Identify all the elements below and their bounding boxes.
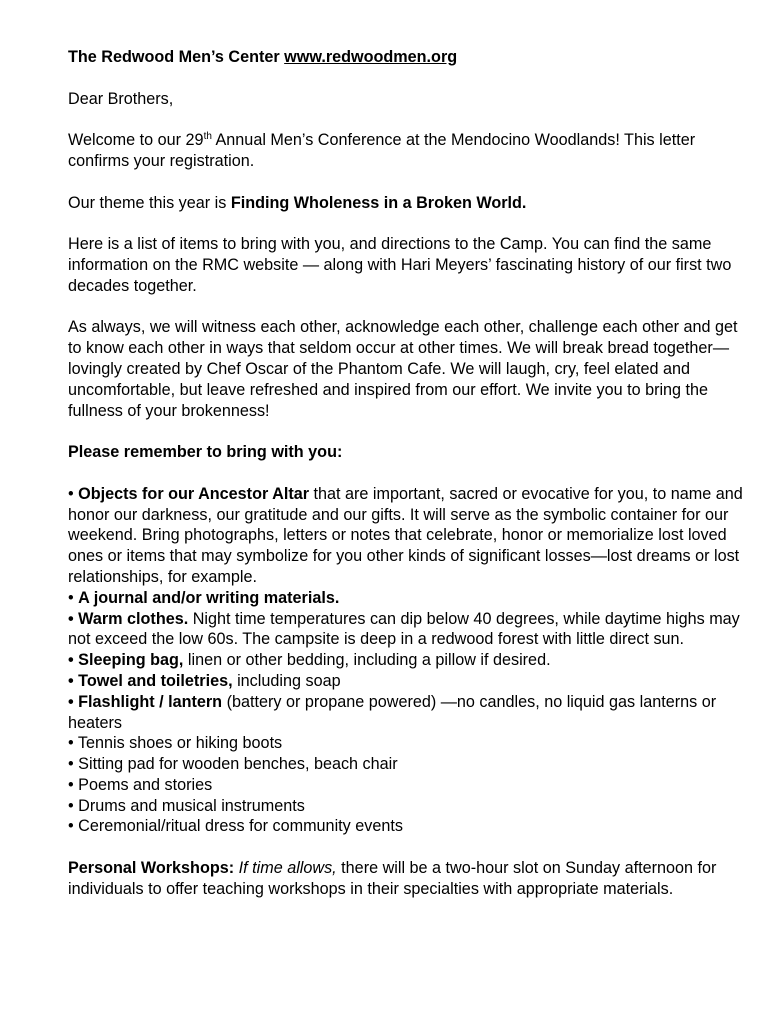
list-item (68, 816, 748, 837)
list-item (68, 692, 748, 734)
list-item (68, 796, 748, 817)
item-text: Night time temperatures can dip below 40 degrees, while daytime highs may not exceed the low 60s. The campsite is deep in a redwood forest with little direct sun. (68, 609, 740, 649)
ordinal-suffix: th (203, 131, 212, 143)
list-item (68, 671, 748, 692)
item-text: Poems and stories (78, 775, 213, 794)
item-text: that are important, sacred or evocative for you, to name and honor our darkness, our gratitude and our gifts. It will serve as the symbolic container for our weekend. Bring photographs, letters or notes that celebrate, honor or memorialize lost loved ones or items that may symbolize for you other kinds of significant losses—lost dreams or lost relationships, for example. (68, 484, 743, 586)
workshops-condition: If time allows, (238, 859, 337, 878)
item-title: A journal and/or writing materials. (78, 588, 340, 607)
always-paragraph: As always, we will witness each other, acknowledge each other, challenge each other and get to know each other in ways that seldom occur at other times. We will break bread together—lovingly created by Chef Oscar of the Phantom Cafe. We will laugh, cry, feel elated and uncomfortable, but leave refreshed and inspired from our effort. We invite you to bring the fullness of your brokenness! (68, 318, 738, 420)
bullet-glyph: • (68, 817, 74, 836)
item-text: Drums and musical instruments (78, 796, 305, 815)
list-item (68, 588, 748, 609)
bullet-glyph: • (68, 755, 74, 774)
welcome-paragraph (68, 130, 748, 172)
remember-heading: Please remember to bring with you: (68, 443, 343, 462)
bullet-glyph: • (68, 692, 74, 711)
list-item (68, 609, 748, 651)
workshops-paragraph (68, 858, 748, 900)
item-text: including soap (232, 671, 341, 690)
workshops-text: there will be a two-hour slot on Sunday afternoon for individuals to offer teaching workshops in their specialties with appropriate materials. (68, 859, 717, 898)
theme-paragraph (68, 193, 748, 214)
item-title: Objects for our Ancestor Altar (78, 484, 310, 503)
list-intro-paragraph: Here is a list of items to bring with you, and directions to the Camp. You can find the same information on the RMC website — along with Hari Meyers’ fascinating history of our first two decades together. (68, 235, 732, 295)
bullet-glyph: • (68, 609, 74, 628)
item-text: Ceremonial/ritual dress for community events (78, 817, 403, 836)
welcome-text-end: Annual Men’s Conference at the Mendocino Woodlands! This letter confirms your registration. (68, 131, 696, 170)
bullet-glyph: • (68, 588, 74, 607)
item-title: Sleeping bag, (78, 651, 184, 670)
org-website-link[interactable]: www.redwoodmen.org (284, 48, 458, 66)
welcome-text-start: Welcome to our 29 (68, 131, 204, 150)
items-list (68, 484, 748, 838)
bullet-glyph: • (68, 796, 74, 815)
greeting: Dear Brothers, (68, 89, 174, 108)
item-title: Towel and toiletries, (78, 671, 233, 690)
list-item (68, 754, 748, 775)
workshops-label: Personal Workshops: (68, 859, 235, 878)
bullet-glyph: • (68, 734, 74, 753)
bullet-glyph: • (68, 651, 74, 670)
letter-body (68, 47, 748, 920)
item-text: (battery or propane powered) —no candles, no liquid gas lanterns or heaters (68, 692, 717, 732)
list-item (68, 733, 748, 754)
bullet-glyph: • (68, 671, 74, 690)
org-name: The Redwood Men’s Center (68, 48, 280, 66)
item-text: Sitting pad for wooden benches, beach chair (78, 755, 398, 774)
bullet-glyph: • (68, 775, 74, 794)
letter-header (68, 47, 748, 68)
theme-intro: Our theme this year is (68, 193, 231, 212)
list-item (68, 484, 748, 588)
bullet-glyph: • (68, 484, 74, 503)
list-item (68, 775, 748, 796)
item-text: linen or other bedding, including a pillow if desired. (183, 651, 551, 670)
item-title: Flashlight / lantern (78, 692, 223, 711)
item-text: Tennis shoes or hiking boots (77, 734, 283, 753)
list-item (68, 650, 748, 671)
theme-title: Finding Wholeness in a Broken World. (230, 193, 527, 212)
item-title: Warm clothes. (78, 609, 189, 628)
